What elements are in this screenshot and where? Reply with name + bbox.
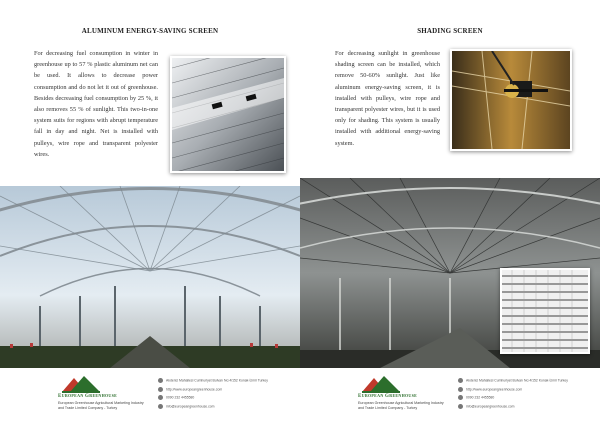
phone-icon [458,395,463,400]
aluminum-screen-heading: ALUMINUM ENERGY-SAVING SCREEN [81,27,219,35]
company-full-name: European Greenhouse Agricultural Marketing Industry and Trade Limited Company - Turkey [58,401,144,410]
shading-screen-heading: SHADING SCREEN [417,27,483,35]
footer-right [300,368,600,424]
greenhouse-interior-photo-left [0,186,300,368]
brand-name: European Greenhouse [358,394,418,399]
company-full-name: European Greenhouse Agricultural Marketing Industry and Trade Limited Company - Turkey [358,401,444,410]
aluminum-screen-photo [170,56,286,173]
shading-net-inset-photo [500,268,590,354]
email-icon [458,404,463,409]
contact-list [158,378,298,412]
website-link[interactable]: http://www.europeangreenhouse.com [466,386,523,391]
web-icon [458,387,463,392]
address-line [458,378,598,387]
phone-line [458,395,598,404]
phone-line [158,395,298,404]
address-text: Akdeniz Mahallesi Cumhuriyet Bulvarı No:4/152 Konak-İzmir Turkey [166,378,268,383]
brand-name: European Greenhouse [58,394,118,399]
address-line [158,378,298,387]
web-icon [158,387,163,392]
aluminum-screen-description: For decreasing fuel consumption in winter in greenhouse up to 57 % plastic aluminum net can be used. It allows to decrease power consumption and do not let it out of greenhouse. Besides decreasing fuel consumption by 25 %, it also removes 55 % of sunlight. This two-in-one system suits for regions with abrupt temperature fall in day and night. Net is installed with pulleys, wire rope and transparent polyester wires. [34,50,158,158]
email-line[interactable] [458,404,598,413]
website-link[interactable]: http://www.europeangreenhouse.com [166,386,223,391]
email-link[interactable]: info@europeangreenhouse.com [466,403,515,408]
website-line[interactable] [158,387,298,396]
contact-list [458,378,598,412]
email-line[interactable] [158,404,298,413]
shading-screen-description: For decreasing sunlight in greenhouse shading screen can be installed, which remove 50-60% sunlight. Just like aluminum energy-saving screen, it is installed with pulleys, wire rope and transparent polyester wires, but it is used only for shading. This system is usually installed with additional energy-saving system. [335,50,440,147]
company-logo [60,374,120,394]
website-line[interactable] [458,387,598,396]
phone-text: 0090 232 4455580 [466,395,495,400]
phone-text: 0090 232 4455580 [166,395,195,400]
address-text: Akdeniz Mahallesi Cumhuriyet Bulvarı No:4/152 Konak-İzmir Turkey [466,378,568,383]
location-icon [458,378,463,383]
company-logo [360,374,420,394]
email-link[interactable]: info@europeangreenhouse.com [166,403,215,408]
phone-icon [158,395,163,400]
email-icon [158,404,163,409]
shading-screen-photo [450,49,572,151]
location-icon [158,378,163,383]
footer-left [0,368,300,424]
